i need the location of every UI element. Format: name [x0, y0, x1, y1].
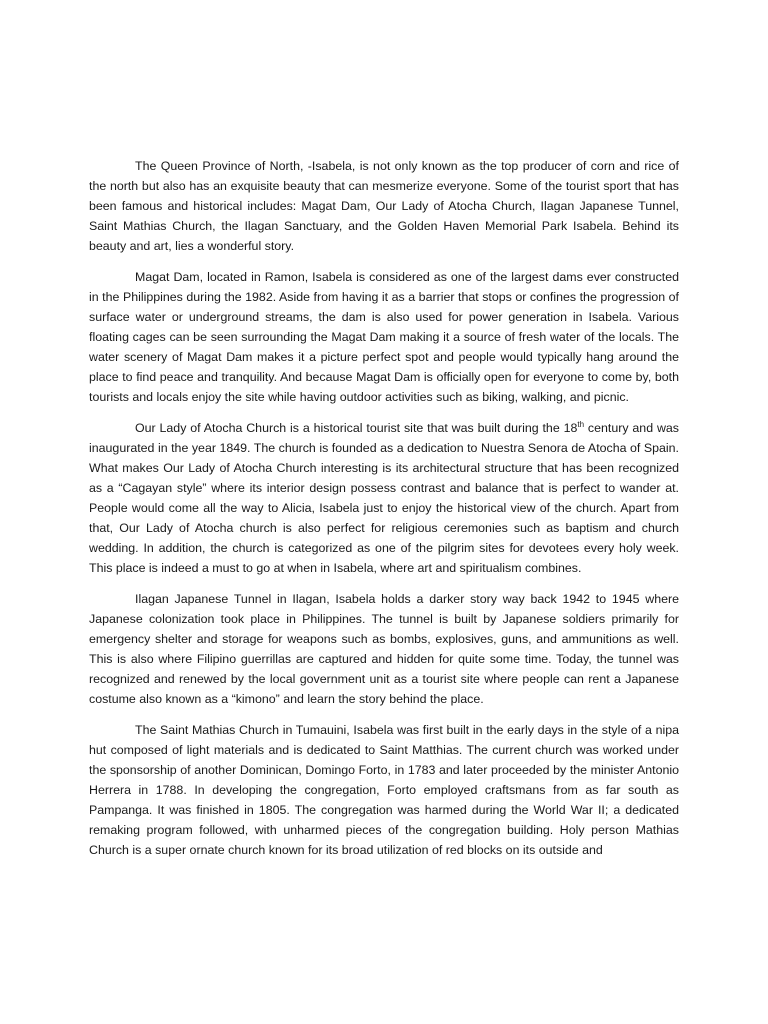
- paragraph-text: Ilagan Japanese Tunnel in Ilagan, Isabela holds a darker story way back 1942 to 1945 where Japanese colonization took place in Philippines. The tunnel is built by Japanese soldiers primarily for emergency shelter and storage for weapons such as bombs, explosives, guns, and ammunitions as well. This is also where Filipino guerrillas are captured and hidden for quite some time. Today, the tunnel was recognized and renewed by the local government unit as a tourist site where people can rent a Japanese costume also known as a “kimono” and learn the story behind the place.: [89, 592, 679, 706]
- paragraph-text: The Saint Mathias Church in Tumauini, Isabela was first built in the early days in the style of a nipa hut composed of light materials and is dedicated to Saint Matthias. The current church was worked under the sponsorship of another Dominican, Domingo Forto, in 1783 and later proceeded by the minister Antonio Herrera in 1788. In developing the congregation, Forto employed craftsmans from as far south as Pampanga. It was finished in 1805. The congregation was harmed during the World War II; a dedicated remaking program followed, with unharmed pieces of the congregation building. Holy person Mathias Church is a super ornate church known for its broad utilization of red blocks on its outside and: [89, 723, 679, 857]
- paragraph-magat-dam: [89, 267, 679, 407]
- paragraph-text-continued: century and was inaugurated in the year 1849. The church is founded as a dedication to Nuestra Senora de Atocha of Spain. What makes Our Lady of Atocha Church interesting is its architectural structure that has been recognized as a “Cagayan style” where its interior design possess contrast and balance that is perfect to wander at. People would come all the way to Alicia, Isabela just to enjoy the historical view of the church. Apart from that, Our Lady of Atocha church is also perfect for religious ceremonies such as baptism and church wedding. In addition, the church is categorized as one of the pilgrim sites for devotees every holy week. This place is indeed a must to go at when in Isabela, where art and spiritualism combines.: [89, 421, 679, 575]
- paragraph-japanese-tunnel: [89, 589, 679, 709]
- superscript-ordinal: th: [577, 419, 585, 429]
- paragraph-text: Magat Dam, located in Ramon, Isabela is considered as one of the largest dams ever constructed in the Philippines during the 1982. Aside from having it as a barrier that stops or confines the progression of surface water or underground streams, the dam is also used for power generation in Isabela. Various floating cages can be seen surrounding the Magat Dam making it a source of fresh water of the locals. The water scenery of Magat Dam makes it a picture perfect spot and people would typically hang around the place to find peace and tranquility. And because Magat Dam is officially open for everyone to come by, both tourists and locals enjoy the site while having outdoor activities such as biking, walking, and picnic.: [89, 270, 679, 404]
- paragraph-saint-mathias: [89, 720, 679, 860]
- document-body: [89, 156, 679, 871]
- paragraph-intro: [89, 156, 679, 256]
- paragraph-text: Our Lady of Atocha Church is a historical tourist site that was built during the 18: [135, 421, 578, 435]
- paragraph-atocha-church: [89, 418, 679, 578]
- paragraph-text: The Queen Province of North, -Isabela, is not only known as the top producer of corn and rice of the north but also has an exquisite beauty that can mesmerize everyone. Some of the tourist sport that has been famous and historical includes: Magat Dam, Our Lady of Atocha Church, Ilagan Japanese Tunnel, Saint Mathias Church, the Ilagan Sanctuary, and the Golden Haven Memorial Park Isabela. Behind its beauty and art, lies a wonderful story.: [89, 159, 679, 253]
